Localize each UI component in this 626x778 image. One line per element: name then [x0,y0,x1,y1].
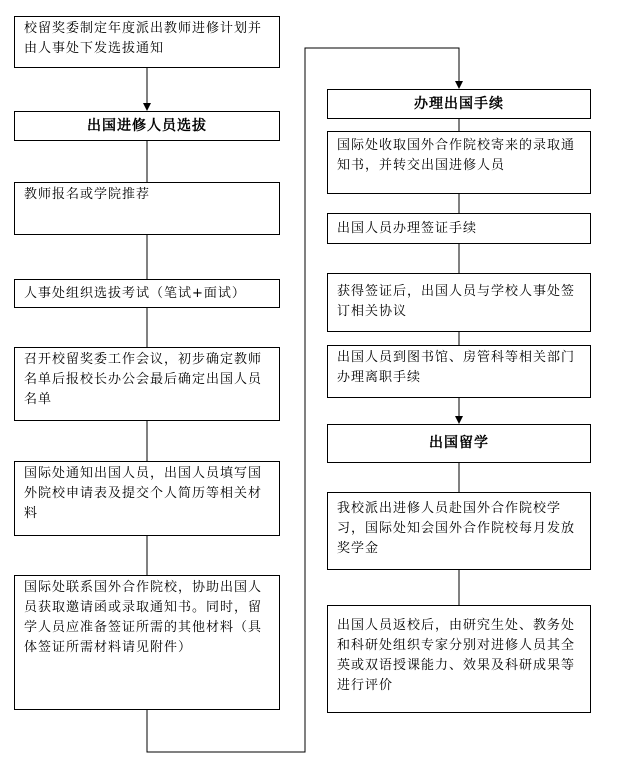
step-admission-letter: 国际处收取国外合作院校寄来的录取通知书，并转交出国进修人员 [327,131,591,194]
header-selection: 出国进修人员选拔 [14,111,280,141]
step-invitation-visa-materials: 国际处联系国外合作院校，协助出国人员获取邀请函或录取通知书。同时，留学人员应准备签证所需的其他材料（具体签证所需材料请见附件） [14,575,280,710]
header-departure-procedures: 办理出国手续 [327,89,591,119]
step-exam: 人事处组织选拔考试（笔试+面试） [14,279,280,308]
step-committee-meeting: 召开校留奖委工作会议，初步确定教师名单后报校长办公会最后确定出国人员名单 [14,347,280,421]
step-notify-candidates: 国际处通知出国人员，出国人员填写国外院校申请表及提交个人简历等相关材料 [14,461,280,536]
step-visa-procedure: 出国人员办理签证手续 [327,213,591,244]
step-application: 教师报名或学院推荐 [14,182,280,235]
step-leave-procedures: 出国人员到图书馆、房管科等相关部门办理离职手续 [327,345,591,398]
step-evaluation: 出国人员返校后，由研究生处、教务处和科研处组织专家分别对进修人员其全英或双语授课能力、效果及科研成果等进行评价 [327,605,591,713]
step-sign-agreement: 获得签证后，出国人员与学校人事处签订相关协议 [327,273,591,332]
step-plan-notice: 校留奖委制定年度派出教师进修计划并由人事处下发选拔通知 [14,16,280,68]
header-study-abroad: 出国留学 [327,424,591,463]
step-scholarship: 我校派出进修人员赴国外合作院校学习，国际处知会国外合作院校每月发放奖学金 [327,492,591,570]
